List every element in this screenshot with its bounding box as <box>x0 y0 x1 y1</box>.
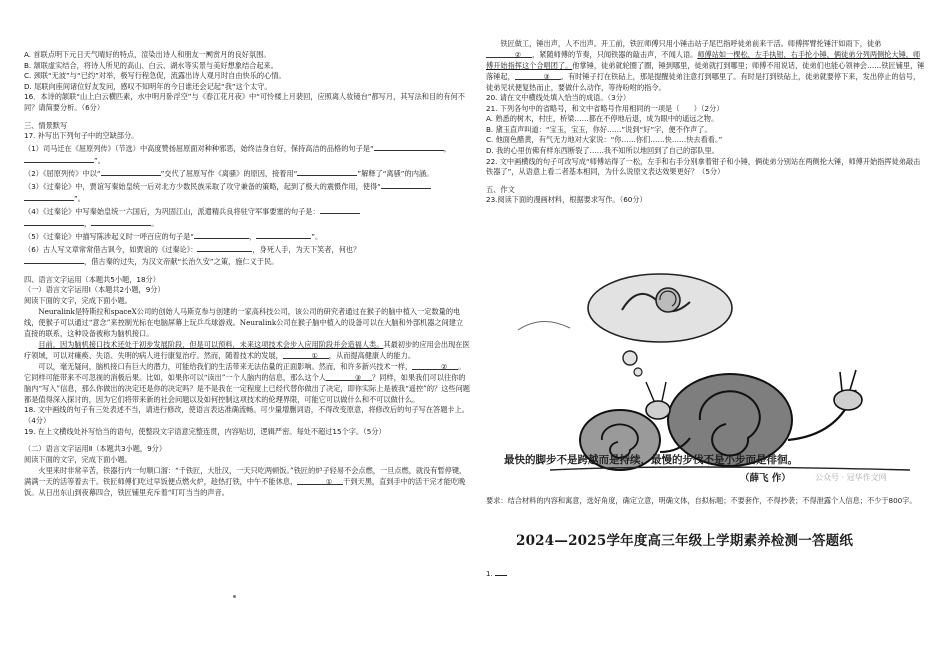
answer-blank[interactable] <box>381 180 431 189</box>
option-b: B. 黛玉直声叫道：“宝玉，宝玉，你好……”说到“好”字，便不作声了。 <box>486 124 712 134</box>
blank-3[interactable]: ③ <box>515 71 561 80</box>
cartoon-author: （薛飞 作） <box>740 473 791 484</box>
answer-line[interactable] <box>495 575 507 576</box>
question-17: 17. 补写出下列句子中的空缺部分。 <box>24 131 139 141</box>
watermark: 公众号 · 冠华作文网 <box>815 473 887 482</box>
subsection-1: （一）语言文字运用Ⅰ（本题共2小题，9分） <box>24 285 165 295</box>
section-4-heading: 四、语言文字运用（本题共5小题，18分） <box>24 274 160 284</box>
passage-paragraph: 铁匠做工，锤出声，人不出声。开工前，铁匠师傅只用小锤击站子尾巴指呼徒弟前来干活。师傅挥臂抡锤汗如雨下，徒弟② ，紧随师傅的节奏，只闻铁器的敲击声，不闻人语。师傅站如一棵松，左手执钳，右手抡小锤，俩徒弟分列两侧抡大锤，师傅开始指挥这个合唱团了。他掌锤，徒弟就轮圈了圈，锤到哪里，徒弟就打到哪里；师傅不用说话，徒弟们也能心领神会……铁匠铺里，锤落锤起， ③ 。有时锤子打在铁砧上，那是提醒徒弟注意打到哪里了。有时是打到铁砧上，徒弟就要停下来，发出停止的信号，徒弟见状便复热而止，要做什么动作，等待吩咐的指令。 <box>486 39 925 92</box>
passage-paragraph: 目前，因为脑机接口技术还处于初步发展阶段，但是可以预料，未来这项技术会步入应用阶段并会造福人类。其最初步的应用会出现在医疗领域，可以对瘫痪、失语、失明的病人进行康复治疗。然而，随着技术的发展， ① ，从而提高健康人的能力。 <box>24 340 470 361</box>
q17-2: （2）《屈原列传》中以“ ”交代了屈原写作《离骚》的原因，接着用“ ”解释了“离骚”的内涵。 <box>24 168 434 178</box>
blank-3[interactable]: ③ <box>326 372 372 381</box>
question-18: 18. 文中画线的句子有三处表述不当，请进行修改，使语言表达准确流畅。可少量增删词语，不得改变原意，将修改后的句子写在答题卡上。（4分） <box>24 405 469 426</box>
option-b: B. 颔联虚实结合，将诗人所见的高山、白云、湖水等实景与美好想象结合起来。 <box>24 60 278 70</box>
passage-paragraph: 可以，毫无疑问，脑机接口有巨大的潜力，可能给我们的生活带来无法估量的正面影响。然而，和许多新兴技术一样， ② 。它同样可能带来不可忽视的消极后果。比如，如果你可以“读出”一个人脑内的信息，那么这个人 ③ ？同样，如果我们可以往你的脑内“写入”信息，那么你做出的决定还是你的决定吗？是不是我在一定程度上已经代替你做出了决定，即你实际上是被我“遥控”的？这些问题都是值得深入探讨的，因为它们将带来新的社会问题以及如何控制这项技术的伦理界限，可能它可以做什么和不可以做什么。 <box>24 362 470 405</box>
answer-blank[interactable] <box>374 142 444 151</box>
answer-blank[interactable] <box>91 217 151 226</box>
passage-paragraph: 火里来时非常辛苦，铁器行内一句顺口溜：“千铁匠，大肚汉，一天只吃两顿饭。”铁匠的炉子轻易不会点燃，一旦点燃，就没有暂停键，满满一天的活等着去干。铁匠师傅们吃过早饭便点燃火炉，趁热打铁，中午不能休息， ① 干到天黑，直到手中的活干完才能吃晚饭。从日出东山到夜幕四合，铁匠铺里充斥着“叮叮当当的声音。 <box>24 466 467 498</box>
subsection-2: （二）语言文字运用Ⅱ（本题共3小题，9分） <box>24 444 167 454</box>
option-d: D. 我的心里仿佛有样东西断裂了……我不知所以地回到了自己的部队里。 <box>486 145 719 155</box>
q17-4: （4）《过秦论》中写秦始皇统一六国后，为巩固江山，派遣精兵良将驻守军事要塞的句子是： ， 。 <box>24 205 470 230</box>
answer-blank[interactable] <box>197 243 252 252</box>
blank-2[interactable]: ② <box>486 49 532 58</box>
writing-requirements: 要求：结合材料的内容和寓意，选好角度，确定立意，明确文体，自拟标题；不要套作，不得抄袭；不得泄露个人信息；不少于800字。 <box>486 496 917 505</box>
answer-sheet-title: 2024—2025学年度高三年级上学期素养检测一答题纸 <box>516 533 854 549</box>
answer-item-1: 1. <box>486 570 507 578</box>
answer-blank[interactable] <box>24 154 94 163</box>
cartoon-caption: 最快的脚步不是跨越而是持续，最慢的步伐不是小步而是徘徊。 <box>504 454 798 466</box>
q17-1: （1）司马迁在《屈原列传》（节选）中高度赞扬屈原面对种种邪恶，始终洁身自好，保持高洁的品格的句子是“ ，”。 <box>24 143 451 166</box>
question-22: 22. 文中画横线的句子可改写成“师傅站得了一松，左手和右手分别拿着钳子和小锤，俩徒弟分别站在两侧抡大锤，师傅开始指挥徒弟敲击铁器了”，从语意上看二者基本相同，为什么说原文表达效果更好？（5分） <box>486 156 921 177</box>
q17-3: （3）《过秦论》中，贾谊写秦始皇统一后对北方少数民族采取了攻守兼备的策略，起到了极大的震慑作用，使得“”。 <box>24 180 470 205</box>
blank-1[interactable]: ① <box>297 476 343 485</box>
section-5-heading: 五、作文 <box>486 184 515 194</box>
q17-6: （6）古人写文章常常借古讽今，如贾谊的《过秦论》： ，身死人手，为天下笑者，何也？ ，借古秦的过失，为汉文帝献“长治久安”之策，施仁义于民。 <box>24 244 361 267</box>
option-a: A. 熟悉的树木，村庄，桥梁……都在不停地后退，成为眼中的遥远之物。 <box>486 114 719 124</box>
question-20: 20. 请在文中横线处填入恰当的成语。（3分） <box>486 93 631 102</box>
right-column <box>486 38 926 206</box>
answer-blank[interactable] <box>320 205 360 214</box>
option-d: D. 尾联向座间诸位好友发问，感叹不知明年的今日谁还会记起“我”这个太守。 <box>24 81 272 91</box>
blank-1[interactable]: ① <box>283 350 329 359</box>
answer-blank[interactable] <box>297 167 357 176</box>
cartoon-illustration <box>504 270 926 490</box>
answer-blank[interactable] <box>256 230 311 239</box>
scan-dot <box>233 595 236 598</box>
question-21: 21. 下列各句中的省略号，和文中省略号作用相同的一项是（ ）（2分） <box>486 103 724 113</box>
answer-blank[interactable] <box>194 230 249 239</box>
reading-instruction: 阅读下面的文字，完成下面小题。 <box>24 454 132 464</box>
option-a: A. 首联点明下元日天气晴好的特点，渲染出诗人和朋友一同赏月的良好氛围。 <box>24 50 271 59</box>
option-c: C. 颈联“无波”与“已约”对举，极写行程急促，流露出诗人观月时自由快乐的心情。 <box>24 71 286 81</box>
reading-instruction: 阅读下面的文字，完成下面小题。 <box>24 295 132 305</box>
passage-paragraph: Neuralink是特斯拉和spaceX公司的创始人马斯克参与创建的一家高科技公司，该公司的研究者通过在猴子的脑中植入一定数量的电线，使猴子可以通过“意念”来控制光标在电脑屏幕上玩乒乓球游戏。Neuralink公司在猴子脑中植入的设备可以在大脑和外部机器之间建立直接的联系，这种设备被称为脑机接口。 <box>24 307 464 339</box>
section-3-heading: 三、情景默写 <box>24 120 68 130</box>
q17-5: （5）《过秦论》中描写陈涉起义时一呼百应的句子是“ ， ”。 <box>24 231 323 241</box>
option-c: C. 他面色醋黄，有气无力地对大家说：“你……你们……快……快去看看。” <box>486 135 723 145</box>
answer-blank[interactable] <box>101 167 161 176</box>
answer-blank[interactable] <box>24 192 74 201</box>
question-19: 19. 在上文横线处补写恰当的语句，使整段文字语意完整连贯，内容贴切，逻辑严密。每处不超过15个字。（5分） <box>24 426 386 436</box>
left-column <box>24 50 470 498</box>
question-16: 16．本诗的颔联“山上白云横匹素，水中明月卧浮空”与《春江花月夜》中“可怜楼上月裴回，应照离人妆镜台”都写月，其写法和目的有何不同？请简要分析。（6分） <box>24 92 465 112</box>
blank-2[interactable]: ② <box>412 361 458 370</box>
answer-blank[interactable] <box>24 217 84 226</box>
answer-blank[interactable] <box>24 255 84 264</box>
question-23: 23.阅读下面的漫画材料，根据要求写作。（60分） <box>486 195 647 205</box>
